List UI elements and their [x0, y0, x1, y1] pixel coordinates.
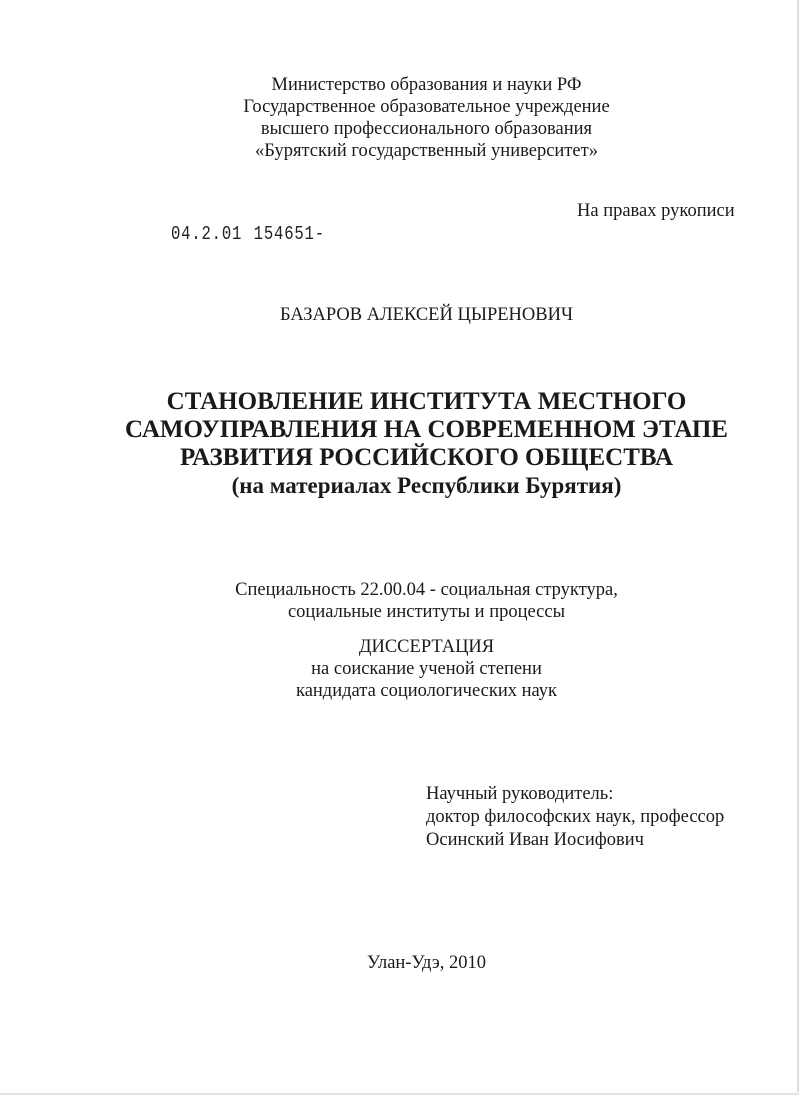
advisor-label: Научный руководитель:: [426, 784, 614, 804]
place-year: Улан-Удэ, 2010: [366, 953, 487, 973]
catalog-mark: -: [314, 223, 325, 245]
specialty-line-2: социальные институты и процессы: [287, 602, 566, 622]
dissertation-block: [27, 636, 799, 702]
degree-line-1: на соискание ученой степени: [311, 659, 542, 679]
title-line-3: РАЗВИТИЯ РОССИЙСКОГО ОБЩЕСТВА: [179, 444, 674, 471]
advisor-degree: доктор философских наук, профессор: [426, 807, 725, 827]
institution-type-line: Государственное образовательное учреждение: [243, 97, 610, 117]
advisor-name: Осинский Иван Иосифович: [426, 830, 644, 850]
ministry-line: Министерство образования и науки РФ: [271, 75, 582, 95]
catalog-stamp: [171, 223, 325, 245]
university-name-line: «Бурятский государственный университет»: [255, 141, 598, 161]
dissertation-title: [27, 388, 799, 500]
title-line-1: СТАНОВЛЕНИЕ ИНСТИТУТА МЕСТНОГО: [166, 388, 687, 415]
dissertation-heading: ДИССЕРТАЦИЯ: [358, 637, 495, 657]
education-level-line: высшего профессионального образования: [260, 119, 593, 139]
title-line-2: САМОУПРАВЛЕНИЯ НА СОВРЕМЕННОМ ЭТАПЕ: [125, 416, 728, 443]
degree-line-2: кандидата социологических наук: [295, 681, 558, 701]
catalog-number: 154651: [253, 223, 315, 245]
title-subtitle: (на материалах Республики Бурятия): [231, 473, 622, 498]
institution-header: [27, 74, 799, 162]
advisor-block: [426, 783, 724, 852]
author-name: БАЗАРОВ АЛЕКСЕЙ ЦЫРЕНОВИЧ: [280, 305, 573, 325]
catalog-date: 04.2.01: [171, 223, 243, 245]
rights-note: На правах рукописи: [577, 201, 735, 221]
specialty-block: [27, 579, 799, 623]
specialty-line-1: Специальность 22.00.04 - социальная структура,: [235, 580, 618, 600]
